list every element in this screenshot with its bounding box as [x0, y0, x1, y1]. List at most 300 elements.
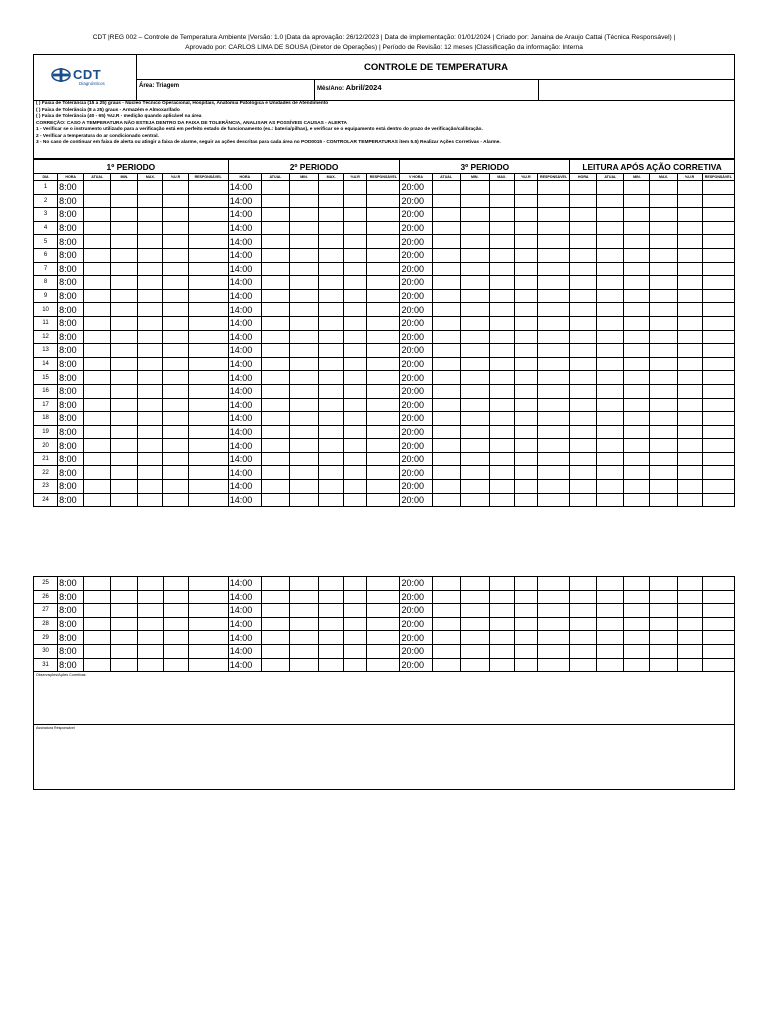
reading-cell[interactable] — [570, 452, 597, 466]
reading-cell[interactable] — [138, 577, 163, 591]
reading-cell[interactable] — [624, 208, 650, 222]
reading-cell[interactable] — [702, 181, 734, 195]
reading-cell[interactable] — [111, 344, 138, 358]
reading-cell[interactable] — [138, 262, 163, 276]
reading-cell[interactable] — [702, 493, 734, 507]
reading-cell[interactable] — [570, 276, 597, 290]
reading-cell[interactable] — [367, 398, 400, 412]
reading-cell[interactable] — [514, 644, 537, 658]
reading-cell[interactable] — [319, 452, 344, 466]
reading-cell[interactable] — [570, 631, 597, 645]
reading-cell[interactable] — [514, 289, 537, 303]
reading-cell[interactable] — [289, 221, 318, 235]
reading-cell[interactable] — [138, 658, 163, 672]
reading-cell[interactable] — [489, 221, 514, 235]
reading-cell[interactable] — [570, 466, 597, 480]
reading-cell[interactable] — [261, 235, 289, 249]
reading-cell[interactable] — [624, 330, 650, 344]
reading-cell[interactable] — [489, 248, 514, 262]
reading-cell[interactable] — [84, 357, 111, 371]
reading-cell[interactable] — [702, 330, 734, 344]
reading-cell[interactable] — [489, 208, 514, 222]
reading-cell[interactable] — [290, 590, 319, 604]
reading-cell[interactable] — [489, 262, 514, 276]
reading-cell[interactable] — [597, 644, 624, 658]
reading-cell[interactable] — [367, 181, 400, 195]
reading-cell[interactable] — [570, 344, 597, 358]
reading-cell[interactable] — [367, 577, 400, 591]
reading-cell[interactable] — [84, 658, 111, 672]
reading-cell[interactable] — [650, 330, 677, 344]
reading-cell[interactable] — [538, 604, 570, 618]
reading-cell[interactable] — [460, 439, 489, 453]
reading-cell[interactable] — [650, 371, 677, 385]
reading-cell[interactable] — [84, 262, 111, 276]
reading-cell[interactable] — [597, 617, 624, 631]
reading-cell[interactable] — [289, 303, 318, 317]
reading-cell[interactable] — [432, 398, 460, 412]
reading-cell[interactable] — [460, 208, 489, 222]
reading-cell[interactable] — [111, 466, 138, 480]
reading-cell[interactable] — [290, 631, 319, 645]
reading-cell[interactable] — [489, 344, 514, 358]
reading-cell[interactable] — [84, 439, 111, 453]
reading-cell[interactable] — [460, 289, 489, 303]
reading-cell[interactable] — [84, 303, 111, 317]
reading-cell[interactable] — [367, 466, 400, 480]
reading-cell[interactable] — [319, 493, 344, 507]
reading-cell[interactable] — [702, 604, 734, 618]
reading-cell[interactable] — [514, 235, 537, 249]
reading-cell[interactable] — [489, 590, 514, 604]
reading-cell[interactable] — [432, 194, 460, 208]
reading-cell[interactable] — [597, 412, 624, 426]
reading-cell[interactable] — [650, 480, 677, 494]
reading-cell[interactable] — [650, 604, 677, 618]
reading-cell[interactable] — [84, 276, 111, 290]
reading-cell[interactable] — [570, 303, 597, 317]
reading-cell[interactable] — [677, 604, 702, 618]
reading-cell[interactable] — [344, 425, 367, 439]
reading-cell[interactable] — [489, 412, 514, 426]
reading-cell[interactable] — [261, 577, 289, 591]
reading-cell[interactable] — [460, 412, 489, 426]
reading-cell[interactable] — [489, 398, 514, 412]
reading-cell[interactable] — [261, 466, 289, 480]
reading-cell[interactable] — [650, 439, 677, 453]
reading-cell[interactable] — [344, 631, 367, 645]
reading-cell[interactable] — [489, 604, 514, 618]
reading-cell[interactable] — [344, 644, 367, 658]
reading-cell[interactable] — [188, 398, 228, 412]
reading-cell[interactable] — [163, 631, 188, 645]
reading-cell[interactable] — [111, 577, 138, 591]
reading-cell[interactable] — [290, 617, 319, 631]
reading-cell[interactable] — [138, 248, 163, 262]
reading-cell[interactable] — [367, 480, 400, 494]
reading-cell[interactable] — [367, 344, 400, 358]
reading-cell[interactable] — [537, 181, 569, 195]
reading-cell[interactable] — [261, 493, 289, 507]
reading-cell[interactable] — [319, 590, 344, 604]
reading-cell[interactable] — [319, 466, 344, 480]
reading-cell[interactable] — [138, 330, 163, 344]
reading-cell[interactable] — [367, 604, 400, 618]
reading-cell[interactable] — [188, 466, 228, 480]
reading-cell[interactable] — [432, 357, 460, 371]
reading-cell[interactable] — [460, 221, 489, 235]
reading-cell[interactable] — [289, 262, 318, 276]
reading-cell[interactable] — [514, 466, 537, 480]
reading-cell[interactable] — [188, 235, 228, 249]
reading-cell[interactable] — [188, 371, 228, 385]
reading-cell[interactable] — [289, 480, 318, 494]
reading-cell[interactable] — [163, 480, 188, 494]
reading-cell[interactable] — [188, 330, 228, 344]
reading-cell[interactable] — [514, 316, 537, 330]
reading-cell[interactable] — [188, 425, 228, 439]
reading-cell[interactable] — [650, 289, 677, 303]
reading-cell[interactable] — [460, 590, 489, 604]
reading-cell[interactable] — [677, 590, 702, 604]
reading-cell[interactable] — [677, 194, 702, 208]
reading-cell[interactable] — [537, 371, 569, 385]
reading-cell[interactable] — [570, 493, 597, 507]
reading-cell[interactable] — [514, 371, 537, 385]
reading-cell[interactable] — [84, 330, 111, 344]
reading-cell[interactable] — [367, 289, 400, 303]
reading-cell[interactable] — [344, 590, 367, 604]
reading-cell[interactable] — [650, 208, 677, 222]
reading-cell[interactable] — [624, 262, 650, 276]
reading-cell[interactable] — [188, 344, 228, 358]
reading-cell[interactable] — [702, 316, 734, 330]
reading-cell[interactable] — [677, 262, 702, 276]
reading-cell[interactable] — [261, 330, 289, 344]
reading-cell[interactable] — [702, 466, 734, 480]
reading-cell[interactable] — [261, 658, 289, 672]
reading-cell[interactable] — [367, 590, 400, 604]
reading-cell[interactable] — [460, 357, 489, 371]
reading-cell[interactable] — [432, 371, 460, 385]
reading-cell[interactable] — [514, 248, 537, 262]
reading-cell[interactable] — [650, 452, 677, 466]
reading-cell[interactable] — [344, 398, 367, 412]
reading-cell[interactable] — [111, 384, 138, 398]
reading-cell[interactable] — [432, 412, 460, 426]
reading-cell[interactable] — [138, 276, 163, 290]
reading-cell[interactable] — [319, 577, 344, 591]
reading-cell[interactable] — [570, 412, 597, 426]
reading-cell[interactable] — [624, 452, 650, 466]
reading-cell[interactable] — [432, 344, 460, 358]
reading-cell[interactable] — [570, 398, 597, 412]
reading-cell[interactable] — [538, 658, 570, 672]
reading-cell[interactable] — [514, 303, 537, 317]
reading-cell[interactable] — [319, 289, 344, 303]
reading-cell[interactable] — [460, 235, 489, 249]
reading-cell[interactable] — [677, 425, 702, 439]
reading-cell[interactable] — [650, 262, 677, 276]
reading-cell[interactable] — [319, 248, 344, 262]
reading-cell[interactable] — [432, 425, 460, 439]
reading-cell[interactable] — [111, 631, 138, 645]
reading-cell[interactable] — [489, 371, 514, 385]
reading-cell[interactable] — [538, 631, 570, 645]
reading-cell[interactable] — [344, 480, 367, 494]
reading-cell[interactable] — [261, 371, 289, 385]
reading-cell[interactable] — [650, 425, 677, 439]
reading-cell[interactable] — [597, 208, 624, 222]
reading-cell[interactable] — [188, 316, 228, 330]
reading-cell[interactable] — [677, 412, 702, 426]
reading-cell[interactable] — [702, 276, 734, 290]
reading-cell[interactable] — [432, 439, 460, 453]
reading-cell[interactable] — [163, 412, 188, 426]
reading-cell[interactable] — [489, 357, 514, 371]
reading-cell[interactable] — [677, 493, 702, 507]
reading-cell[interactable] — [111, 412, 138, 426]
reading-cell[interactable] — [111, 316, 138, 330]
reading-cell[interactable] — [597, 221, 624, 235]
reading-cell[interactable] — [188, 289, 228, 303]
reading-cell[interactable] — [460, 384, 489, 398]
reading-cell[interactable] — [261, 384, 289, 398]
reading-cell[interactable] — [624, 398, 650, 412]
reading-cell[interactable] — [597, 425, 624, 439]
reading-cell[interactable] — [537, 303, 569, 317]
reading-cell[interactable] — [138, 208, 163, 222]
reading-cell[interactable] — [84, 631, 111, 645]
reading-cell[interactable] — [111, 604, 138, 618]
reading-cell[interactable] — [188, 412, 228, 426]
reading-cell[interactable] — [163, 384, 188, 398]
reading-cell[interactable] — [489, 493, 514, 507]
reading-cell[interactable] — [188, 644, 228, 658]
reading-cell[interactable] — [163, 425, 188, 439]
reading-cell[interactable] — [624, 425, 650, 439]
reading-cell[interactable] — [460, 316, 489, 330]
reading-cell[interactable] — [319, 276, 344, 290]
reading-cell[interactable] — [344, 194, 367, 208]
reading-cell[interactable] — [514, 276, 537, 290]
reading-cell[interactable] — [163, 248, 188, 262]
reading-cell[interactable] — [514, 658, 537, 672]
reading-cell[interactable] — [624, 604, 650, 618]
reading-cell[interactable] — [163, 493, 188, 507]
reading-cell[interactable] — [570, 181, 597, 195]
reading-cell[interactable] — [367, 412, 400, 426]
reading-cell[interactable] — [289, 289, 318, 303]
reading-cell[interactable] — [489, 316, 514, 330]
reading-cell[interactable] — [570, 604, 597, 618]
reading-cell[interactable] — [188, 208, 228, 222]
reading-cell[interactable] — [514, 344, 537, 358]
reading-cell[interactable] — [319, 303, 344, 317]
reading-cell[interactable] — [570, 316, 597, 330]
reading-cell[interactable] — [84, 452, 111, 466]
reading-cell[interactable] — [624, 631, 650, 645]
reading-cell[interactable] — [650, 344, 677, 358]
reading-cell[interactable] — [570, 262, 597, 276]
reading-cell[interactable] — [344, 316, 367, 330]
reading-cell[interactable] — [460, 493, 489, 507]
month-field[interactable] — [315, 80, 539, 100]
reading-cell[interactable] — [702, 384, 734, 398]
reading-cell[interactable] — [570, 248, 597, 262]
reading-cell[interactable] — [367, 644, 400, 658]
reading-cell[interactable] — [650, 644, 677, 658]
reading-cell[interactable] — [597, 276, 624, 290]
reading-cell[interactable] — [84, 604, 111, 618]
reading-cell[interactable] — [319, 480, 344, 494]
reading-cell[interactable] — [702, 303, 734, 317]
reading-cell[interactable] — [188, 480, 228, 494]
reading-cell[interactable] — [514, 425, 537, 439]
reading-cell[interactable] — [111, 617, 138, 631]
reading-cell[interactable] — [163, 371, 188, 385]
reading-cell[interactable] — [537, 439, 569, 453]
reading-cell[interactable] — [650, 412, 677, 426]
reading-cell[interactable] — [597, 289, 624, 303]
reading-cell[interactable] — [624, 357, 650, 371]
reading-cell[interactable] — [514, 452, 537, 466]
reading-cell[interactable] — [188, 452, 228, 466]
reading-cell[interactable] — [514, 208, 537, 222]
reading-cell[interactable] — [163, 208, 188, 222]
reading-cell[interactable] — [650, 357, 677, 371]
reading-cell[interactable] — [570, 590, 597, 604]
reading-cell[interactable] — [163, 452, 188, 466]
reading-cell[interactable] — [537, 466, 569, 480]
reading-cell[interactable] — [367, 235, 400, 249]
reading-cell[interactable] — [188, 631, 228, 645]
reading-cell[interactable] — [138, 617, 163, 631]
reading-cell[interactable] — [84, 344, 111, 358]
reading-cell[interactable] — [624, 658, 650, 672]
reading-cell[interactable] — [84, 617, 111, 631]
reading-cell[interactable] — [460, 604, 489, 618]
reading-cell[interactable] — [111, 371, 138, 385]
reading-cell[interactable] — [538, 577, 570, 591]
reading-cell[interactable] — [677, 289, 702, 303]
reading-cell[interactable] — [289, 316, 318, 330]
reading-cell[interactable] — [538, 590, 570, 604]
reading-cell[interactable] — [111, 398, 138, 412]
reading-cell[interactable] — [289, 398, 318, 412]
reading-cell[interactable] — [489, 439, 514, 453]
reading-cell[interactable] — [344, 658, 367, 672]
reading-cell[interactable] — [163, 466, 188, 480]
reading-cell[interactable] — [261, 289, 289, 303]
reading-cell[interactable] — [188, 357, 228, 371]
reading-cell[interactable] — [367, 425, 400, 439]
reading-cell[interactable] — [289, 330, 318, 344]
reading-cell[interactable] — [702, 194, 734, 208]
reading-cell[interactable] — [597, 480, 624, 494]
reading-cell[interactable] — [319, 357, 344, 371]
reading-cell[interactable] — [514, 493, 537, 507]
reading-cell[interactable] — [460, 480, 489, 494]
reading-cell[interactable] — [570, 194, 597, 208]
reading-cell[interactable] — [702, 235, 734, 249]
reading-cell[interactable] — [489, 235, 514, 249]
reading-cell[interactable] — [344, 303, 367, 317]
reading-cell[interactable] — [84, 412, 111, 426]
reading-cell[interactable] — [319, 425, 344, 439]
reading-cell[interactable] — [111, 221, 138, 235]
reading-cell[interactable] — [432, 262, 460, 276]
reading-cell[interactable] — [702, 631, 734, 645]
reading-cell[interactable] — [290, 658, 319, 672]
reading-cell[interactable] — [261, 221, 289, 235]
reading-cell[interactable] — [261, 617, 289, 631]
reading-cell[interactable] — [111, 248, 138, 262]
reading-cell[interactable] — [261, 303, 289, 317]
reading-cell[interactable] — [570, 617, 597, 631]
reading-cell[interactable] — [261, 439, 289, 453]
reading-cell[interactable] — [597, 631, 624, 645]
reading-cell[interactable] — [538, 617, 570, 631]
reading-cell[interactable] — [319, 412, 344, 426]
reading-cell[interactable] — [514, 330, 537, 344]
reading-cell[interactable] — [702, 221, 734, 235]
reading-cell[interactable] — [624, 221, 650, 235]
reading-cell[interactable] — [319, 644, 344, 658]
reading-cell[interactable] — [624, 384, 650, 398]
reading-cell[interactable] — [677, 452, 702, 466]
reading-cell[interactable] — [702, 480, 734, 494]
reading-cell[interactable] — [514, 631, 537, 645]
reading-cell[interactable] — [702, 425, 734, 439]
reading-cell[interactable] — [597, 439, 624, 453]
reading-cell[interactable] — [537, 344, 569, 358]
reading-cell[interactable] — [344, 384, 367, 398]
reading-cell[interactable] — [367, 303, 400, 317]
reading-cell[interactable] — [138, 371, 163, 385]
reading-cell[interactable] — [138, 480, 163, 494]
reading-cell[interactable] — [84, 425, 111, 439]
reading-cell[interactable] — [537, 398, 569, 412]
reading-cell[interactable] — [650, 590, 677, 604]
reading-cell[interactable] — [597, 466, 624, 480]
reading-cell[interactable] — [597, 316, 624, 330]
reading-cell[interactable] — [84, 466, 111, 480]
reading-cell[interactable] — [702, 248, 734, 262]
reading-cell[interactable] — [489, 577, 514, 591]
reading-cell[interactable] — [138, 221, 163, 235]
reading-cell[interactable] — [289, 235, 318, 249]
reading-cell[interactable] — [650, 617, 677, 631]
reading-cell[interactable] — [650, 493, 677, 507]
reading-cell[interactable] — [624, 644, 650, 658]
reading-cell[interactable] — [289, 425, 318, 439]
reading-cell[interactable] — [432, 493, 460, 507]
reading-cell[interactable] — [163, 221, 188, 235]
reading-cell[interactable] — [624, 480, 650, 494]
reading-cell[interactable] — [367, 452, 400, 466]
reading-cell[interactable] — [111, 208, 138, 222]
reading-cell[interactable] — [111, 330, 138, 344]
reading-cell[interactable] — [319, 384, 344, 398]
reading-cell[interactable] — [344, 439, 367, 453]
reading-cell[interactable] — [188, 590, 228, 604]
reading-cell[interactable] — [489, 384, 514, 398]
reading-cell[interactable] — [84, 289, 111, 303]
reading-cell[interactable] — [344, 289, 367, 303]
reading-cell[interactable] — [138, 493, 163, 507]
reading-cell[interactable] — [84, 194, 111, 208]
